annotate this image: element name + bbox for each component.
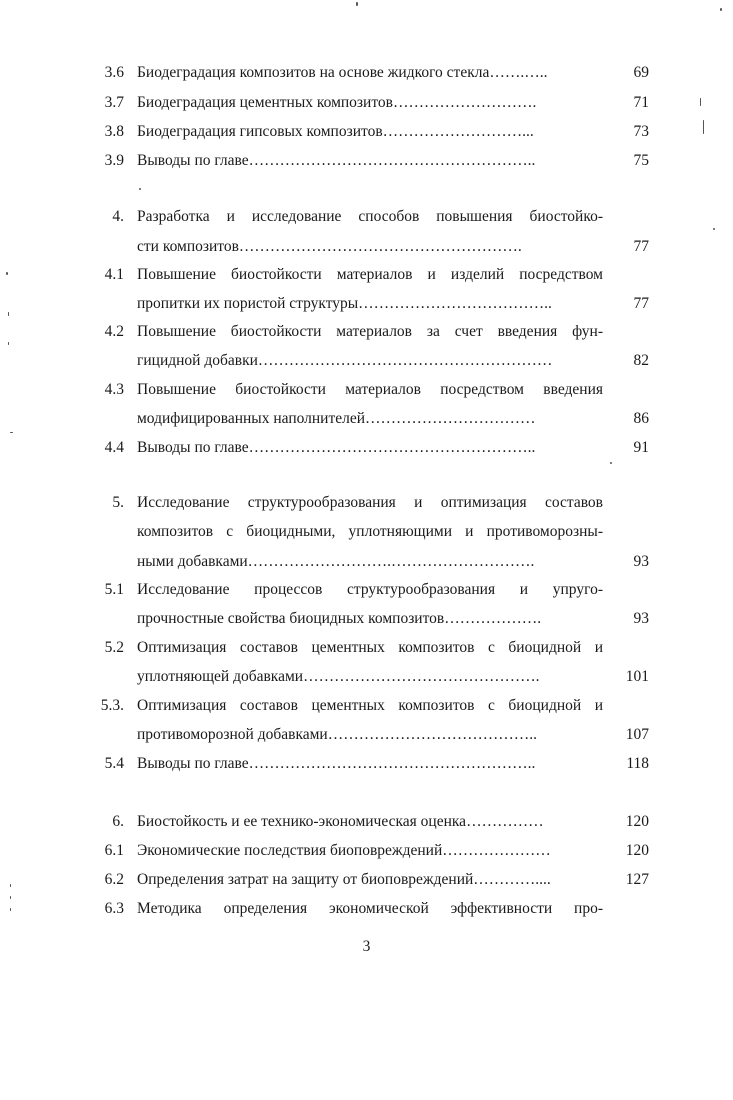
toc-title: Выводы по главе……………………………………………….. — [137, 439, 536, 456]
scan-speck — [700, 98, 701, 106]
toc-entry-5-3 — [0, 694, 733, 718]
page-number: 3 — [362, 938, 371, 955]
toc-entry-5-2 — [0, 636, 733, 660]
scan-speck — [356, 2, 358, 6]
toc-entry-5-2-cont — [0, 665, 733, 689]
toc-entry-5-4 — [0, 752, 733, 776]
toc-number: 6. — [112, 813, 124, 830]
toc-title: Биодеградация гипсовых композитов………………………... — [137, 123, 534, 140]
scan-speck — [8, 342, 9, 345]
toc-page: 127 — [625, 871, 649, 888]
toc-title: Выводы по главе……………………………………………….. — [137, 755, 536, 772]
toc-page: 77 — [633, 295, 649, 312]
toc-entry-5 — [0, 491, 733, 515]
toc-number: 6.2 — [104, 871, 124, 888]
toc-number: 3.7 — [104, 94, 124, 111]
toc-title: Экономические последствия биоповреждений………………… — [137, 842, 551, 859]
toc-page: 120 — [625, 813, 649, 830]
toc-page: 93 — [633, 553, 649, 570]
toc-page: 101 — [625, 668, 649, 685]
toc-title: Биостойкость и ее технико-экономическая оценка…………… — [137, 813, 544, 830]
scan-speck — [10, 908, 11, 911]
toc-title: уплотняющей добавками………………………………………. — [137, 668, 540, 685]
toc-entry-3-8 — [0, 120, 733, 144]
toc-title: прочностные свойства биоцидных композитов………………. — [137, 610, 542, 627]
toc-title: Исследование процессов структурообразования и упруго- — [137, 581, 603, 598]
toc-title: Биодеградация цементных композитов………………………. — [137, 94, 537, 111]
toc-number: 4.4 — [104, 439, 124, 456]
toc-page: 82 — [633, 352, 649, 369]
toc-page: 69 — [633, 64, 649, 81]
toc-entry-3-6 — [0, 61, 733, 85]
scan-speck — [610, 462, 612, 464]
toc-page: 71 — [633, 94, 649, 111]
scan-speck — [6, 272, 8, 275]
scan-speck — [10, 432, 13, 433]
toc-page: 75 — [633, 152, 649, 169]
toc-number: 5.2 — [104, 639, 124, 656]
toc-title: Методика определения экономической эффективности про- — [137, 900, 603, 917]
toc-title: ными добавками……………………….………………………. — [137, 553, 535, 570]
toc-title: Разработка и исследование способов повышения биостойко- — [137, 208, 603, 225]
toc-entry-5-cont-2 — [0, 550, 733, 574]
scan-speck — [8, 312, 9, 316]
toc-entry-4-2 — [0, 320, 733, 344]
scan-speck — [713, 228, 715, 230]
toc-number: 5.1 — [104, 581, 124, 598]
toc-page: 91 — [633, 439, 649, 456]
toc-title: Повышение биостойкости материалов и изделий посредством — [137, 266, 603, 283]
toc-page: 86 — [633, 410, 649, 427]
toc-entry-6-1 — [0, 839, 733, 863]
toc-entry-3-9 — [0, 149, 733, 173]
toc-page: 118 — [626, 755, 649, 772]
scan-speck — [720, 8, 722, 11]
toc-title: сти композитов………………………………………………. — [137, 238, 522, 255]
toc-number: 3.6 — [104, 64, 124, 81]
toc-entry-6-3 — [0, 897, 733, 921]
toc-entry-4-2-cont — [0, 349, 733, 373]
toc-number: 5.3. — [100, 697, 124, 714]
toc-title: Оптимизация составов цементных композитов с биоцидной и — [137, 639, 603, 656]
scan-speck — [139, 188, 141, 190]
toc-entry-4-cont — [0, 235, 733, 259]
toc-title: Исследование структурообразования и оптимизация составов — [137, 494, 603, 511]
toc-entry-4-1 — [0, 263, 733, 287]
toc-entry-4 — [0, 205, 733, 229]
toc-entry-5-1 — [0, 578, 733, 602]
toc-entry-4-3-cont — [0, 407, 733, 431]
toc-page: 73 — [633, 123, 649, 140]
toc-entry-5-1-cont — [0, 607, 733, 631]
scan-speck — [10, 896, 11, 899]
toc-page: 77 — [633, 238, 649, 255]
toc-number: 5. — [112, 494, 124, 511]
toc-number: 3.8 — [104, 123, 124, 140]
toc-title: Повышение биостойкости материалов за счет введения фун- — [137, 323, 603, 340]
toc-title: противоморозной добавками………………………………….. — [137, 726, 537, 743]
toc-number: 4. — [112, 208, 124, 225]
toc-number: 4.1 — [104, 266, 124, 283]
toc-title: Оптимизация составов цементных композитов с биоцидной и — [137, 697, 603, 714]
toc-number: 4.2 — [104, 323, 124, 340]
toc-title: Биодеградация композитов на основе жидкого стекла…….….. — [137, 64, 548, 81]
toc-number: 4.3 — [104, 381, 124, 398]
toc-entry-4-1-cont — [0, 292, 733, 316]
toc-entry-5-3-cont — [0, 723, 733, 747]
toc-entry-5-cont-1 — [0, 520, 733, 544]
toc-title: гицидной добавки………………………………………………… — [137, 352, 553, 369]
toc-page: 120 — [625, 842, 649, 859]
toc-title: модифицированных наполнителей…………………………… — [137, 410, 536, 427]
toc-title: Выводы по главе……………………………………………….. — [137, 152, 536, 169]
toc-entry-4-3 — [0, 378, 733, 402]
toc-entry-4-4 — [0, 436, 733, 460]
toc-number: 5.4 — [104, 755, 124, 772]
toc-title: пропитки их пористой структуры……………………………….. — [137, 295, 552, 312]
toc-entry-3-7 — [0, 91, 733, 115]
toc-title: Повышение биостойкости материалов посредством введения — [137, 381, 603, 398]
toc-page: 93 — [633, 610, 649, 627]
toc-title: Определения затрат на защиту от биоповреждений………….... — [137, 871, 551, 888]
toc-number: 6.1 — [104, 842, 124, 859]
toc-page: 107 — [625, 726, 649, 743]
toc-number: 3.9 — [104, 152, 124, 169]
scan-speck — [10, 884, 11, 887]
toc-entry-6-2 — [0, 868, 733, 892]
toc-number: 6.3 — [104, 900, 124, 917]
toc-entry-6 — [0, 810, 733, 834]
scan-speck — [703, 120, 704, 134]
toc-title: композитов с биоцидными, уплотняющими и противоморозны- — [137, 523, 603, 540]
